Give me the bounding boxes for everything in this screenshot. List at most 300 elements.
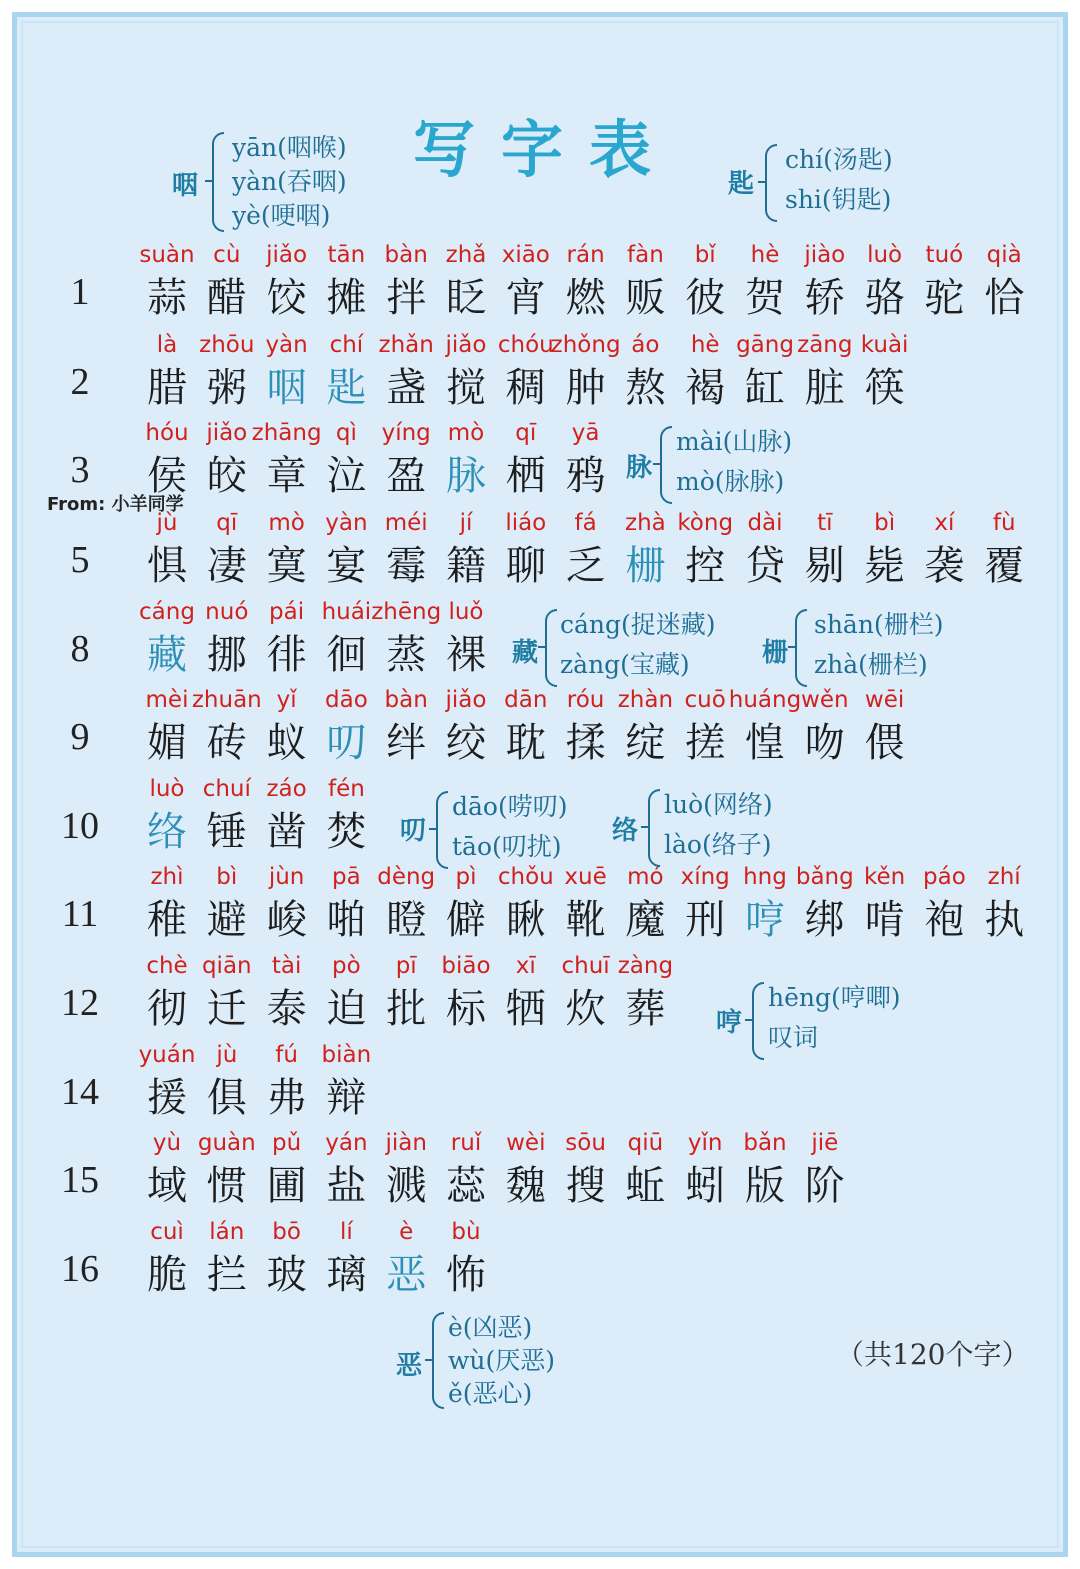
lesson-number: 12 bbox=[61, 982, 99, 1024]
pinyin: jùn bbox=[268, 864, 305, 890]
lesson-number: 16 bbox=[61, 1248, 99, 1290]
hanzi: 皎 bbox=[206, 453, 247, 499]
page-title: 写字表 bbox=[412, 113, 677, 186]
pinyin: zhuān bbox=[191, 687, 262, 713]
hanzi: 稚 bbox=[147, 897, 187, 943]
hanzi: 栖 bbox=[505, 453, 546, 499]
hanzi: 援 bbox=[147, 1075, 187, 1121]
hanzi: 霉 bbox=[386, 543, 427, 589]
hanzi: 挪 bbox=[206, 632, 247, 678]
pinyin: dān bbox=[504, 687, 548, 713]
hanzi: 瞅 bbox=[505, 897, 546, 943]
hanzi: 徘 bbox=[266, 632, 307, 678]
hanzi: 避 bbox=[206, 897, 247, 943]
pinyin: qì bbox=[335, 420, 357, 446]
pinyin: fàn bbox=[627, 242, 664, 268]
credit-text: From: 小羊同学 bbox=[47, 494, 184, 515]
polyphone-reading: yān(咽喉) bbox=[232, 133, 347, 162]
hanzi: 袍 bbox=[924, 897, 965, 943]
pinyin: fén bbox=[327, 776, 365, 802]
polyphone-reading: hēng(哼唧) bbox=[768, 983, 901, 1012]
polyphone-reading: zhà(栅栏) bbox=[814, 650, 928, 679]
pinyin: bǎng bbox=[795, 864, 854, 890]
hanzi: 魔 bbox=[625, 897, 666, 943]
hanzi: 绑 bbox=[804, 897, 845, 943]
pinyin: liáo bbox=[505, 510, 547, 536]
polyphone-char: 匙 bbox=[728, 169, 755, 199]
hanzi: 盐 bbox=[326, 1163, 367, 1209]
pinyin: zhāng bbox=[251, 420, 322, 446]
hanzi: 缸 bbox=[745, 365, 785, 411]
polyphone-char: 哼 bbox=[716, 1008, 743, 1038]
pinyin: záo bbox=[266, 776, 307, 802]
pinyin: bō bbox=[272, 1219, 301, 1245]
pinyin: jiǎo bbox=[206, 420, 248, 446]
hanzi: 泰 bbox=[266, 986, 307, 1032]
hanzi: 搜 bbox=[565, 1163, 606, 1209]
pinyin: è bbox=[399, 1219, 414, 1245]
hanzi: 蚯 bbox=[625, 1163, 666, 1209]
char-cell bbox=[316, 1040, 376, 1130]
hanzi: 藏 bbox=[147, 632, 187, 678]
hanzi: 脉 bbox=[446, 453, 486, 499]
pinyin: qī bbox=[216, 510, 238, 536]
hanzi: 蚁 bbox=[266, 720, 307, 766]
brace-tip-icon bbox=[758, 181, 766, 183]
pinyin: yàn bbox=[265, 332, 308, 358]
pinyin: fá bbox=[574, 510, 597, 536]
polyphone-reading: mò(脉脉) bbox=[676, 467, 785, 496]
hanzi: 饺 bbox=[266, 275, 307, 321]
pinyin: hè bbox=[690, 332, 720, 358]
pinyin: huái bbox=[321, 599, 372, 625]
char-cell bbox=[855, 330, 915, 420]
pinyin: cù bbox=[213, 242, 241, 268]
hanzi: 粥 bbox=[206, 365, 247, 411]
hanzi: 熬 bbox=[625, 365, 666, 411]
hanzi: 辩 bbox=[326, 1075, 367, 1121]
hanzi: 蕊 bbox=[446, 1163, 486, 1209]
hanzi: 覆 bbox=[984, 543, 1025, 589]
pinyin: zhà bbox=[625, 510, 666, 536]
hanzi: 阶 bbox=[804, 1163, 845, 1209]
hanzi: 控 bbox=[685, 543, 726, 589]
hanzi: 璃 bbox=[326, 1252, 367, 1298]
polyphone-reading: tāo(叨扰) bbox=[452, 832, 562, 861]
hanzi: 蒸 bbox=[386, 632, 427, 678]
pinyin: méi bbox=[384, 510, 428, 536]
polyphone-reading: yè(哽咽) bbox=[232, 201, 331, 230]
polyphone-char: 藏 bbox=[512, 638, 539, 668]
hanzi: 绞 bbox=[446, 720, 486, 766]
pinyin: pī bbox=[395, 953, 417, 979]
pinyin: xiāo bbox=[501, 242, 550, 268]
char-row bbox=[0, 330, 1080, 420]
pinyin: luò bbox=[149, 776, 185, 802]
pinyin: chuī bbox=[561, 953, 610, 979]
hanzi: 迁 bbox=[206, 986, 247, 1032]
polyphone-char: 脉 bbox=[626, 453, 653, 483]
char-row bbox=[0, 508, 1080, 598]
polyphone-reading: yàn(吞咽) bbox=[232, 167, 347, 196]
pinyin: pái bbox=[269, 599, 305, 625]
pinyin: pā bbox=[332, 864, 361, 890]
pinyin: qiū bbox=[627, 1130, 664, 1156]
char-cell bbox=[974, 240, 1034, 330]
char-cell bbox=[855, 685, 915, 775]
hanzi: 葬 bbox=[625, 986, 666, 1032]
pinyin: ruǐ bbox=[450, 1130, 482, 1156]
char-row bbox=[0, 240, 1080, 330]
hanzi: 搓 bbox=[685, 720, 726, 766]
hanzi: 宴 bbox=[326, 543, 367, 589]
pinyin: wēi bbox=[864, 687, 905, 713]
lesson-number: 9 bbox=[70, 716, 90, 758]
hanzi: 哼 bbox=[745, 897, 785, 943]
hanzi: 域 bbox=[147, 1163, 187, 1209]
pinyin: gāng bbox=[736, 332, 794, 358]
brace-tip-icon bbox=[538, 646, 546, 648]
hanzi: 炊 bbox=[565, 986, 606, 1032]
hanzi: 匙 bbox=[326, 365, 367, 411]
hanzi: 执 bbox=[984, 897, 1025, 943]
hanzi: 盈 bbox=[386, 453, 427, 499]
lesson-number: 10 bbox=[61, 805, 99, 847]
pinyin: chóu bbox=[497, 332, 554, 358]
brace-tip-icon bbox=[429, 828, 437, 830]
char-cell bbox=[436, 597, 496, 687]
hanzi: 溅 bbox=[386, 1163, 427, 1209]
pinyin: hè bbox=[750, 242, 780, 268]
pinyin: wěn bbox=[801, 687, 849, 713]
brace-icon bbox=[436, 791, 448, 869]
pinyin: pǔ bbox=[272, 1130, 302, 1156]
pinyin: yǐn bbox=[687, 1130, 723, 1156]
polyphone-reading: zàng(宝藏) bbox=[560, 650, 690, 679]
pinyin: mò bbox=[268, 510, 305, 536]
hanzi: 圃 bbox=[266, 1163, 307, 1209]
brace-tip-icon bbox=[788, 646, 796, 648]
hanzi: 彻 bbox=[147, 986, 187, 1032]
brace-icon bbox=[545, 609, 557, 687]
pinyin: bǐ bbox=[694, 242, 716, 268]
pinyin: dāo bbox=[325, 687, 368, 713]
hanzi: 搅 bbox=[446, 365, 486, 411]
pinyin: áo bbox=[631, 332, 660, 358]
pinyin: cáng bbox=[139, 599, 195, 625]
hanzi: 章 bbox=[266, 453, 307, 499]
brace-icon bbox=[648, 789, 660, 867]
pinyin: huáng bbox=[728, 687, 802, 713]
pinyin: fú bbox=[275, 1042, 298, 1068]
pinyin: cuō bbox=[684, 687, 726, 713]
hanzi: 版 bbox=[745, 1163, 785, 1209]
pinyin: yán bbox=[325, 1130, 368, 1156]
pinyin: yuán bbox=[138, 1042, 196, 1068]
pinyin: bì bbox=[874, 510, 896, 536]
polyphone-reading: chí(汤匙) bbox=[785, 145, 893, 174]
hanzi: 盏 bbox=[386, 365, 427, 411]
hanzi: 剔 bbox=[804, 543, 845, 589]
brace-icon bbox=[765, 144, 777, 222]
lesson-number: 11 bbox=[61, 893, 99, 935]
pinyin: chuí bbox=[202, 776, 251, 802]
pinyin: qī bbox=[515, 420, 537, 446]
hanzi: 眨 bbox=[446, 275, 486, 321]
polyphone-reading: è(凶恶) bbox=[448, 1313, 533, 1342]
brace-icon bbox=[212, 132, 224, 232]
hanzi: 脏 bbox=[804, 365, 845, 411]
polyphone-reading: luò(网络) bbox=[664, 790, 773, 819]
brace-icon bbox=[795, 609, 807, 687]
brace-tip-icon bbox=[641, 826, 649, 828]
pinyin: jù bbox=[216, 1042, 238, 1068]
hanzi: 蒜 bbox=[147, 275, 187, 321]
pinyin: chǒu bbox=[497, 864, 554, 890]
pinyin: zhēng bbox=[371, 599, 442, 625]
char-cell bbox=[556, 418, 616, 508]
hanzi: 贩 bbox=[625, 275, 666, 321]
pinyin: zhōu bbox=[199, 332, 255, 358]
hanzi: 耽 bbox=[505, 720, 546, 766]
hanzi: 泣 bbox=[326, 453, 367, 499]
polyphone-char: 咽 bbox=[172, 171, 199, 201]
lesson-number: 14 bbox=[61, 1071, 99, 1113]
char-cell bbox=[795, 1128, 855, 1218]
pinyin: qiān bbox=[201, 953, 252, 979]
char-row bbox=[0, 862, 1080, 952]
pinyin: hóu bbox=[145, 420, 189, 446]
brace-tip-icon bbox=[745, 1019, 753, 1021]
polyphone-char: 恶 bbox=[396, 1351, 423, 1381]
hanzi: 惧 bbox=[147, 543, 187, 589]
hanzi: 啃 bbox=[864, 897, 905, 943]
pinyin: cuì bbox=[150, 1219, 184, 1245]
brace-icon bbox=[752, 982, 764, 1060]
hanzi: 怖 bbox=[446, 1252, 486, 1298]
hanzi: 恰 bbox=[984, 275, 1025, 321]
hanzi: 醋 bbox=[206, 275, 247, 321]
pinyin: róu bbox=[566, 687, 605, 713]
pinyin: bù bbox=[451, 1219, 481, 1245]
hanzi: 骆 bbox=[864, 275, 905, 321]
pinyin: tuó bbox=[925, 242, 964, 268]
hanzi: 毙 bbox=[864, 543, 905, 589]
pinyin: bǎn bbox=[743, 1130, 787, 1156]
pinyin: jí bbox=[459, 510, 473, 536]
hanzi: 靴 bbox=[565, 897, 606, 943]
pinyin: mò bbox=[447, 420, 485, 446]
pinyin: yàn bbox=[325, 510, 368, 536]
pinyin: jiē bbox=[811, 1130, 839, 1156]
brace-tip-icon bbox=[205, 180, 213, 182]
pinyin: yā bbox=[571, 420, 600, 446]
brace-icon bbox=[432, 1312, 444, 1409]
brace-icon bbox=[660, 426, 672, 504]
char-row bbox=[0, 1128, 1080, 1218]
hanzi: 摊 bbox=[326, 275, 367, 321]
pinyin: jiǎo bbox=[445, 332, 487, 358]
pinyin: rán bbox=[566, 242, 605, 268]
char-row bbox=[0, 1040, 1080, 1130]
hanzi: 啪 bbox=[326, 897, 367, 943]
hanzi: 俱 bbox=[206, 1075, 247, 1121]
pinyin: zhí bbox=[987, 864, 1021, 890]
pinyin: páo bbox=[923, 864, 966, 890]
polyphone-reading: shi(钥匙) bbox=[785, 185, 892, 214]
pinyin: suàn bbox=[139, 242, 195, 268]
pinyin: dèng bbox=[377, 864, 436, 890]
pinyin: yǐ bbox=[276, 687, 297, 713]
pinyin: nuó bbox=[205, 599, 249, 625]
brace-tip-icon bbox=[653, 463, 661, 465]
lesson-number: 3 bbox=[70, 449, 90, 491]
pinyin: qià bbox=[986, 242, 1022, 268]
pinyin: jù bbox=[156, 510, 178, 536]
hanzi: 聊 bbox=[505, 543, 546, 589]
pinyin: pò bbox=[332, 953, 361, 979]
hanzi: 肿 bbox=[565, 365, 606, 411]
hanzi: 贷 bbox=[745, 543, 785, 589]
pinyin: tài bbox=[271, 953, 302, 979]
pinyin: kuài bbox=[860, 332, 909, 358]
hanzi: 腊 bbox=[147, 365, 187, 411]
pinyin: luò bbox=[867, 242, 903, 268]
pinyin: zhǎ bbox=[445, 242, 487, 268]
pinyin: zāng bbox=[797, 332, 853, 358]
char-cell bbox=[436, 1217, 496, 1307]
hanzi: 脆 bbox=[147, 1252, 187, 1298]
polyphone-reading: ě(恶心) bbox=[448, 1379, 533, 1408]
hanzi: 魏 bbox=[505, 1163, 546, 1209]
hanzi: 牺 bbox=[505, 986, 546, 1032]
hanzi: 络 bbox=[147, 809, 187, 855]
polyphone-reading: mài(山脉) bbox=[676, 427, 793, 456]
pinyin: dài bbox=[747, 510, 783, 536]
hanzi: 恶 bbox=[386, 1252, 427, 1298]
pinyin: jiàn bbox=[385, 1130, 427, 1156]
hanzi: 凄 bbox=[206, 543, 247, 589]
hanzi: 瞪 bbox=[386, 897, 427, 943]
pinyin: zhì bbox=[150, 864, 184, 890]
hanzi: 批 bbox=[386, 986, 427, 1032]
pinyin: là bbox=[156, 332, 178, 358]
brace-tip-icon bbox=[425, 1359, 433, 1361]
pinyin: tī bbox=[817, 510, 833, 536]
hanzi: 彼 bbox=[685, 275, 726, 321]
hanzi: 驼 bbox=[924, 275, 965, 321]
hanzi: 乏 bbox=[565, 543, 606, 589]
lesson-number: 5 bbox=[70, 539, 90, 581]
pinyin: biāo bbox=[441, 953, 491, 979]
polyphone-char: 叨 bbox=[400, 816, 427, 846]
hanzi: 拦 bbox=[206, 1252, 247, 1298]
polyphone-reading: wù(厌恶) bbox=[448, 1346, 556, 1375]
hanzi: 宵 bbox=[505, 275, 546, 321]
lesson-number: 15 bbox=[61, 1159, 99, 1201]
char-cell bbox=[316, 774, 376, 864]
hanzi: 贺 bbox=[745, 275, 785, 321]
pinyin: luǒ bbox=[448, 599, 484, 625]
hanzi: 蚓 bbox=[685, 1163, 726, 1209]
hanzi: 寞 bbox=[266, 543, 307, 589]
hanzi: 惯 bbox=[206, 1163, 247, 1209]
pinyin: kòng bbox=[677, 510, 734, 536]
pinyin: lí bbox=[340, 1219, 353, 1245]
polyphone-reading: shān(栅栏) bbox=[814, 610, 944, 639]
hanzi: 标 bbox=[446, 986, 486, 1032]
hanzi: 咽 bbox=[266, 365, 307, 411]
pinyin: fù bbox=[992, 510, 1016, 536]
lesson-number: 2 bbox=[70, 361, 90, 403]
pinyin: bàn bbox=[384, 687, 428, 713]
hanzi: 玻 bbox=[266, 1252, 307, 1298]
hanzi: 锤 bbox=[206, 809, 247, 855]
lesson-number: 1 bbox=[70, 271, 90, 313]
hanzi: 徊 bbox=[326, 632, 367, 678]
hanzi: 峻 bbox=[266, 897, 307, 943]
hanzi: 筷 bbox=[864, 365, 905, 411]
hanzi: 鸦 bbox=[565, 453, 606, 499]
pinyin: zàng bbox=[617, 953, 674, 979]
pinyin: kěn bbox=[863, 864, 906, 890]
hanzi: 偎 bbox=[864, 720, 905, 766]
hanzi: 籍 bbox=[446, 543, 486, 589]
char-cell bbox=[974, 862, 1034, 952]
char-row bbox=[0, 685, 1080, 775]
polyphone-reading: lào(络子) bbox=[664, 830, 772, 859]
hanzi: 惶 bbox=[745, 720, 785, 766]
hanzi: 绽 bbox=[625, 720, 666, 766]
pinyin: wèi bbox=[506, 1130, 546, 1156]
polyphone-reading: cáng(捉迷藏) bbox=[560, 610, 716, 639]
pinyin: sōu bbox=[565, 1130, 606, 1156]
char-row bbox=[0, 1217, 1080, 1307]
polyphone-char: 络 bbox=[612, 816, 639, 846]
hanzi: 褐 bbox=[685, 365, 726, 411]
hanzi: 刑 bbox=[685, 897, 726, 943]
pinyin: zhǒng bbox=[550, 332, 621, 358]
pinyin: chè bbox=[146, 953, 188, 979]
pinyin: jiào bbox=[804, 242, 846, 268]
pinyin: biàn bbox=[321, 1042, 372, 1068]
pinyin: jiǎo bbox=[266, 242, 308, 268]
total-count: （共120个字） bbox=[836, 1338, 1030, 1371]
pinyin: bì bbox=[216, 864, 238, 890]
pinyin: chí bbox=[329, 332, 364, 358]
char-cell bbox=[974, 508, 1034, 598]
hanzi: 裸 bbox=[446, 632, 486, 678]
pinyin: guàn bbox=[197, 1130, 256, 1156]
hanzi: 袭 bbox=[924, 543, 965, 589]
pinyin: mèi bbox=[145, 687, 189, 713]
polyphone-char: 栅 bbox=[762, 638, 789, 668]
pinyin: xíng bbox=[680, 864, 730, 890]
pinyin: zhǎn bbox=[378, 332, 434, 358]
hanzi: 拌 bbox=[386, 275, 427, 321]
pinyin: lán bbox=[209, 1219, 245, 1245]
hanzi: 栅 bbox=[625, 543, 666, 589]
polyphone-reading: 叹词 bbox=[768, 1023, 819, 1052]
pinyin: yíng bbox=[381, 420, 431, 446]
hanzi: 绊 bbox=[386, 720, 427, 766]
hanzi: 僻 bbox=[446, 897, 486, 943]
hanzi: 媚 bbox=[147, 720, 187, 766]
hanzi: 凿 bbox=[266, 809, 307, 855]
hanzi: 迫 bbox=[326, 986, 367, 1032]
hanzi: 砖 bbox=[206, 720, 247, 766]
hanzi: 弗 bbox=[266, 1075, 307, 1121]
